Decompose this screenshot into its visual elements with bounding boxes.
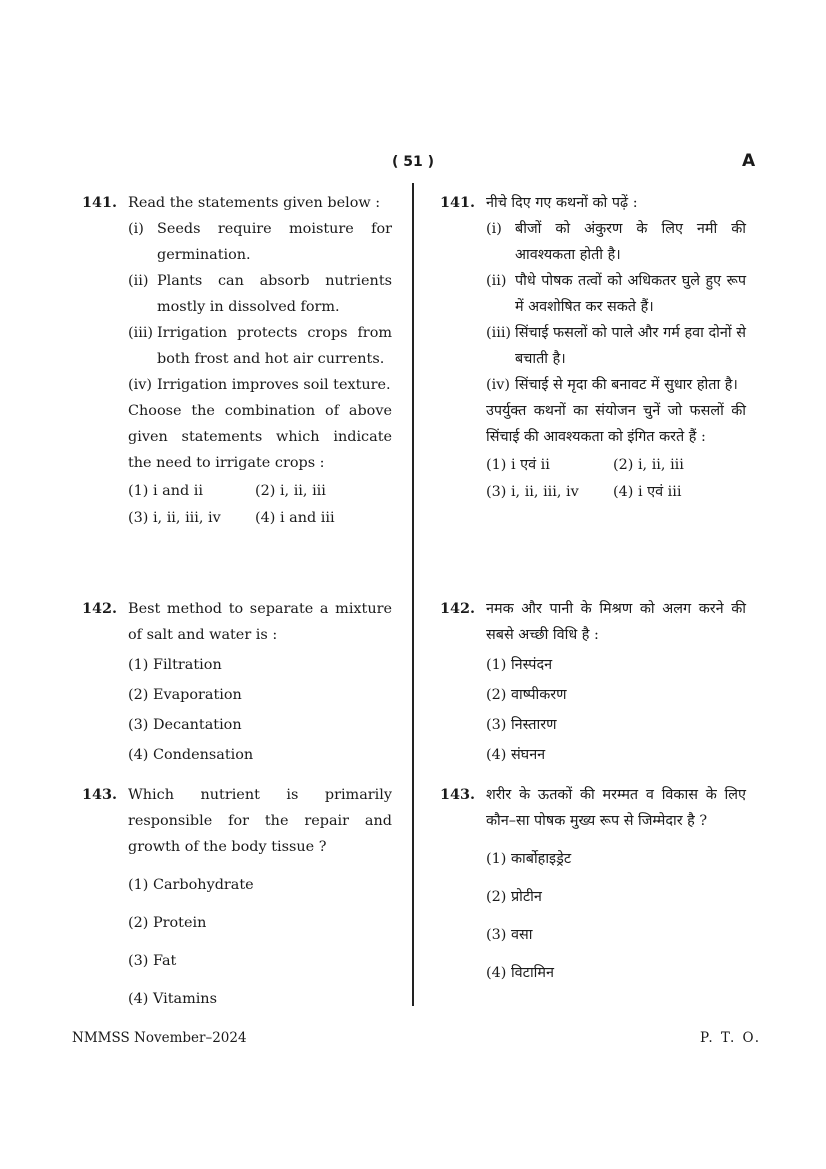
- question-number: 142.: [440, 600, 476, 617]
- option-1[interactable]: (1) निस्पंदन: [486, 657, 553, 673]
- options-row: [486, 452, 746, 478]
- statement-label: (iv): [128, 377, 152, 393]
- page-number: ( 51 ): [391, 154, 435, 170]
- statement-label: (ii): [128, 273, 149, 289]
- option-3[interactable]: (3) i, ii, iii, iv: [128, 510, 221, 526]
- question-142-hi: [440, 596, 746, 768]
- question-number: 143.: [440, 786, 476, 803]
- statement-label: (iii): [128, 325, 154, 341]
- option-4[interactable]: (4) Condensation: [128, 747, 254, 763]
- question-143-en: [82, 782, 392, 1012]
- option-2[interactable]: (2) वाष्पीकरण: [486, 687, 567, 703]
- question-142-en: [82, 596, 392, 768]
- option-3[interactable]: (3) वसा: [486, 927, 533, 943]
- statement-text: Seeds require moisture for germination.: [157, 221, 392, 263]
- option-2[interactable]: (2) i, ii, iii: [255, 483, 326, 499]
- question-stem: Best method to separate a mixture of salt and water is :: [128, 601, 392, 643]
- pto-footer: P. T. O.: [700, 1030, 762, 1046]
- statement-iii: [128, 320, 392, 372]
- statement-text: सिंचाई से मृदा की बनावट में सुधार होता है।: [515, 377, 738, 393]
- statement-ii: [128, 268, 392, 320]
- statement-i: [486, 216, 746, 268]
- option-1[interactable]: (1) i एवं ii: [486, 457, 550, 473]
- question-number: 143.: [82, 786, 118, 803]
- statement-i: [128, 216, 392, 268]
- option-3[interactable]: (3) i, ii, iii, iv: [486, 484, 579, 500]
- option-4[interactable]: (4) विटामिन: [486, 965, 554, 981]
- statement-text: Irrigation improves soil texture.: [157, 377, 391, 393]
- question-stem: शरीर के ऊतकों की मरम्मत व विकास के लिए कौन–सा पोषक मुख्य रूप से जिम्मेदार है ?: [486, 787, 746, 829]
- column-divider: [412, 183, 414, 1006]
- statement-text: पौधे पोषक तत्वों को अधिकतर घुले हुए रूप में अवशोषित कर सकते हैं।: [515, 273, 746, 315]
- option-2[interactable]: (2) Protein: [128, 915, 207, 931]
- options-row: [128, 505, 392, 531]
- option-2[interactable]: (2) i, ii, iii: [613, 457, 684, 473]
- question-number: 141.: [440, 194, 476, 211]
- option-3[interactable]: (3) निस्तारण: [486, 717, 557, 733]
- options-row: [486, 479, 746, 505]
- statement-iii: [486, 320, 746, 372]
- option-4[interactable]: (4) Vitamins: [128, 991, 217, 1007]
- option-3[interactable]: (3) Decantation: [128, 717, 242, 733]
- exam-name-footer: NMMSS November–2024: [72, 1030, 247, 1046]
- statement-label: (i): [128, 221, 144, 237]
- option-4[interactable]: (4) संघनन: [486, 747, 546, 763]
- option-1[interactable]: (1) Filtration: [128, 657, 222, 673]
- question-instruction: Choose the combination of above given statements which indicate the need to irrigate crops :: [128, 403, 392, 471]
- question-number: 141.: [82, 194, 118, 211]
- statement-text: Irrigation protects crops from both frost and hot air currents.: [157, 325, 392, 367]
- statement-text: सिंचाई फसलों को पाले और गर्म हवा दोनों से बचाती है।: [515, 325, 746, 367]
- option-4[interactable]: (4) i and iii: [255, 510, 335, 526]
- statement-ii: [486, 268, 746, 320]
- options-row: [128, 478, 392, 504]
- question-stem: Which nutrient is primarily responsible for the repair and growth of the body tissue ?: [128, 787, 392, 855]
- statement-text: Plants can absorb nutrients mostly in dissolved form.: [157, 273, 392, 315]
- question-143-hi: [440, 782, 746, 986]
- question-141-en: [82, 190, 392, 531]
- question-stem: नीचे दिए गए कथनों को पढ़ें :: [486, 195, 638, 211]
- option-1[interactable]: (1) कार्बोहाइड्रेट: [486, 851, 572, 867]
- option-1[interactable]: (1) i and ii: [128, 483, 203, 499]
- option-3[interactable]: (3) Fat: [128, 953, 177, 969]
- question-141-hi: [440, 190, 746, 505]
- option-2[interactable]: (2) Evaporation: [128, 687, 242, 703]
- question-stem: नमक और पानी के मिश्रण को अलग करने की सबसे अच्छी विधि है :: [486, 601, 746, 643]
- statement-iv: [128, 372, 392, 398]
- option-2[interactable]: (2) प्रोटीन: [486, 889, 542, 905]
- statement-label: (i): [486, 221, 502, 237]
- question-number: 142.: [82, 600, 118, 617]
- option-4[interactable]: (4) i एवं iii: [613, 484, 682, 500]
- statement-label: (iii): [486, 325, 512, 341]
- statement-label: (ii): [486, 273, 507, 289]
- statement-text: बीजों को अंकुरण के लिए नमी की आवश्यकता होती है।: [515, 221, 746, 263]
- option-1[interactable]: (1) Carbohydrate: [128, 877, 254, 893]
- question-instruction: उपर्युक्त कथनों का संयोजन चुनें जो फसलों की सिंचाई की आवश्यकता को इंगित करते हैं :: [486, 403, 746, 445]
- statement-iv: [486, 372, 746, 398]
- booklet-series: A: [742, 151, 756, 171]
- question-stem: Read the statements given below :: [128, 195, 381, 211]
- statement-label: (iv): [486, 377, 510, 393]
